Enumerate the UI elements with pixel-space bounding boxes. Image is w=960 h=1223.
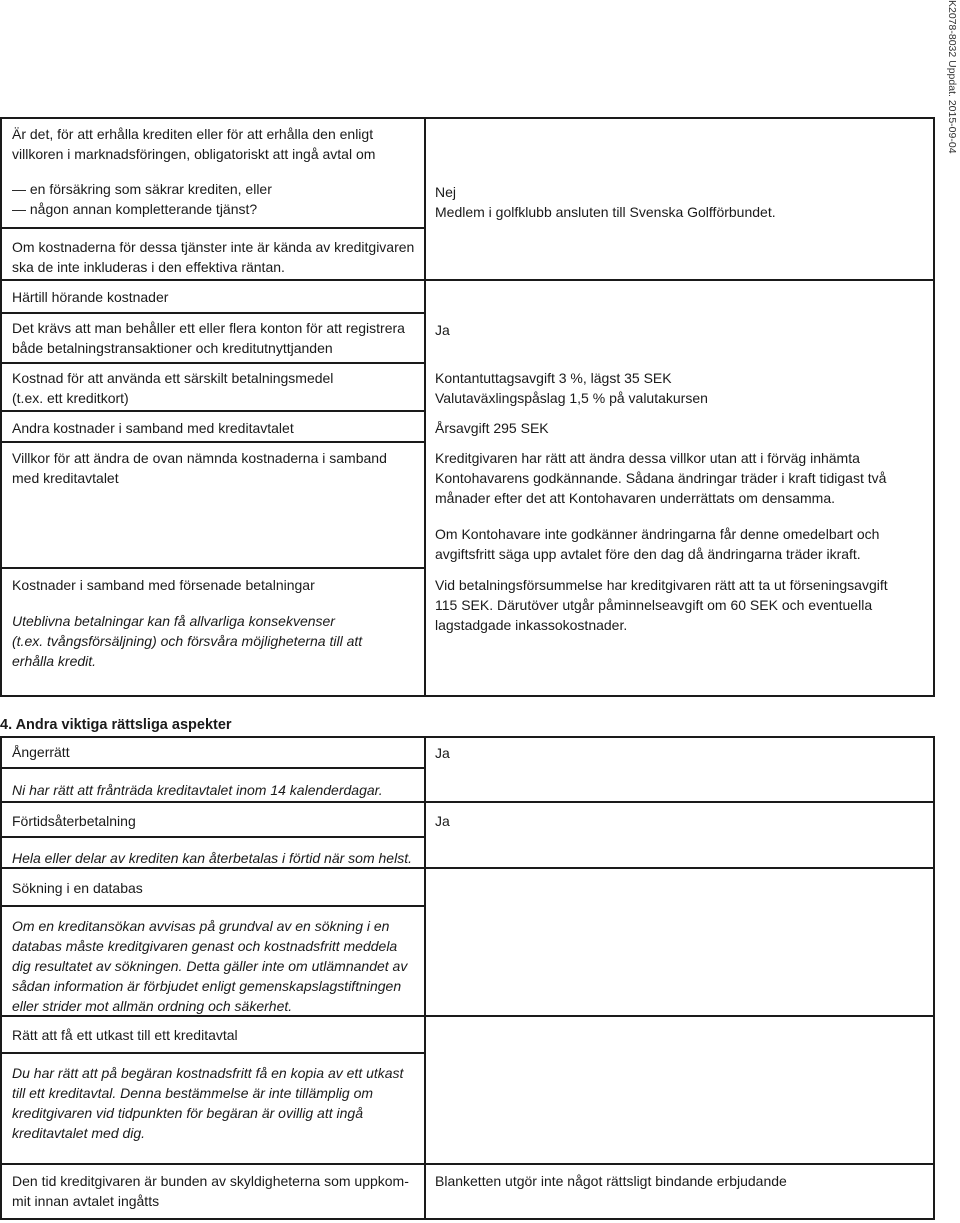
text-line: Vid betalningsförsummelse har kreditgivaren rätt att ta ut förseningsavgift — [435, 577, 888, 593]
text-line: Härtill hörande kostnader — [12, 289, 169, 305]
warning-line: Uteblivna betalningar kan få allvarliga konsekvenser — [12, 613, 335, 629]
related-costs-heading-cell — [12, 287, 420, 307]
text-line: Medlem i golfklubb ansluten till Svenska Golfförbundet. — [435, 204, 776, 220]
text-line: dig resultatet av sökningen. Detta gäller inte om utlämnandet av — [12, 958, 408, 974]
costs-known-note-cell — [12, 237, 420, 277]
late-payment-cell — [12, 575, 420, 671]
row-separator — [0, 905, 426, 907]
text-line: Hela eller delar av krediten kan återbetalas i förtid när som helst. — [12, 850, 412, 866]
early-repayment-answer — [435, 811, 935, 831]
row-separator — [0, 362, 426, 364]
answer-value: Ja — [435, 745, 450, 761]
table2-column-divider — [424, 736, 426, 1220]
text-line: avgiftsfritt säga upp avtalet före den dag då ändringarna träder ikraft. — [435, 546, 861, 562]
text-line: Villkor för att ändra de ovan nämnda kostnaderna i samband — [12, 450, 387, 466]
obligatory-answer-cell — [435, 182, 935, 222]
text-line: Den tid kreditgivaren är bunden av skyldigheterna som uppkom- — [12, 1173, 409, 1189]
text-line: Valutaväxlingspåslag 1,5 % på valutakursen — [435, 390, 708, 406]
row-separator — [0, 312, 426, 314]
section-heading: 4. Andra viktiga rättsliga aspekter — [0, 717, 232, 733]
answer-value: Ja — [435, 322, 450, 338]
text-line — [435, 508, 935, 524]
payment-instrument-cost-answer — [435, 368, 935, 408]
text-line: Andra kostnader i samband med kreditavtalet — [12, 420, 294, 436]
text-line: 115 SEK. Därutöver utgår påminnelseavgift om 60 SEK och eventuella — [435, 597, 873, 613]
other-costs-answer — [435, 418, 935, 438]
withdrawal-right-title — [12, 742, 420, 762]
early-repayment-note — [12, 848, 420, 868]
database-search-note — [12, 916, 420, 1016]
text-line: sådan information är förbjudet enligt gemenskapslagstiftningen — [12, 978, 402, 994]
answer-value: Ja — [435, 813, 450, 829]
row-separator — [0, 410, 426, 412]
binding-period-answer — [435, 1171, 935, 1191]
table1-left-border — [0, 117, 2, 697]
text-line: Förtidsåterbetalning — [12, 813, 136, 829]
text-line: Det krävs att man behåller ett eller flera konton för att registrera — [12, 320, 405, 336]
text-line: Du har rätt att på begäran kostnadsfritt få en kopia av ett utkast — [12, 1065, 404, 1081]
accounts-requirement-answer — [435, 320, 935, 340]
table2-left-border — [0, 736, 2, 1220]
draft-right-title — [12, 1025, 420, 1045]
other-costs-cell — [12, 418, 420, 438]
text-line: kreditgivaren vid tidpunkten för begäran är ovillig att ingå — [12, 1105, 363, 1121]
table2-right-border — [933, 736, 935, 1220]
text-line: månader efter det att Kontohavaren underrättats om densamma. — [435, 490, 836, 506]
row-separator — [0, 1163, 935, 1165]
early-repayment-title — [12, 811, 420, 831]
text-line: Ni har rätt att frånträda kreditavtalet inom 14 kalenderdagar. — [12, 782, 383, 798]
answer-value: Nej — [435, 184, 457, 200]
table1-top-border — [0, 117, 935, 119]
table2-top-border — [0, 736, 935, 738]
text-line: Rätt att få ett utkast till ett kreditavtal — [12, 1027, 238, 1043]
table1-bottom-border — [0, 695, 935, 697]
text-line: med kreditavtalet — [12, 470, 119, 486]
text-line: Kontantuttagsavgift 3 %, lägst 35 SEK — [435, 370, 672, 386]
text-line: till ett kreditavtal. Denna bestämmelse är inte tillämplig om — [12, 1085, 374, 1101]
database-search-title — [12, 878, 420, 898]
spacer — [12, 595, 420, 611]
text-line: Årsavgift 295 SEK — [435, 420, 549, 436]
payment-instrument-cost-cell — [12, 368, 420, 408]
row-separator — [0, 1052, 426, 1054]
change-conditions-cell — [12, 448, 420, 488]
text-line — [12, 164, 420, 179]
text-line: Om en kreditansökan avvisas på grundval av en sökning i en — [12, 918, 390, 934]
row-separator — [0, 836, 426, 838]
late-payment-answer — [435, 575, 935, 635]
row-separator — [0, 441, 426, 443]
binding-period-cell — [12, 1171, 420, 1211]
withdrawal-right-note — [12, 780, 420, 800]
text-line: Är det, för att erhålla krediten eller för att erhålla den enligt — [12, 126, 374, 142]
text-line: ska de inte inkluderas i den effektiva räntan. — [12, 259, 285, 275]
warning-line: erhålla kredit. — [12, 653, 97, 669]
accounts-requirement-cell — [12, 318, 420, 358]
text-line: Blanketten utgör inte något rättsligt bindande erbjudande — [435, 1173, 787, 1189]
draft-right-note — [12, 1063, 420, 1143]
row-separator — [0, 801, 935, 803]
text-line: lagstadgade inkassokostnader. — [435, 617, 628, 633]
row-separator — [0, 227, 426, 229]
text-line: — en försäkring som säkrar krediten, eller — [12, 181, 272, 197]
row-separator — [0, 767, 426, 769]
obligatory-question-cell — [12, 124, 420, 219]
text-line: både betalningstransaktioner och kreditutnyttjanden — [12, 340, 333, 356]
row-separator — [0, 567, 426, 569]
text-line: Sökning i en databas — [12, 880, 143, 896]
text-line: Ångerrätt — [12, 744, 70, 760]
text-line: Kostnad för att använda ett särskilt betalningsmedel — [12, 370, 334, 386]
reference-text: K2078-8032 Uppdat. 2015-09-04 — [946, 0, 958, 154]
document-reference-label — [946, 0, 960, 154]
text-line: villkoren i marknadsföringen, obligatoriskt att ingå avtal om — [12, 146, 376, 162]
change-conditions-answer — [435, 448, 935, 564]
withdrawal-right-answer — [435, 743, 935, 763]
text-line: Om kostnaderna för dessa tjänster inte är kända av kreditgivaren — [12, 239, 415, 255]
table1-column-divider — [424, 117, 426, 697]
text-line: Om Kontohavare inte godkänner ändringarna får denne omedelbart och — [435, 526, 880, 542]
warning-line: (t.ex. tvångsförsäljning) och försvåra möjligheterna till att — [12, 633, 363, 649]
text-line: — någon annan kompletterande tjänst? — [12, 201, 258, 217]
table2-bottom-border — [0, 1218, 935, 1220]
text-line: (t.ex. ett kreditkort) — [12, 390, 129, 406]
text-line: Kontohavarens godkännande. Sådana ändringar träder i kraft tidigast två — [435, 470, 887, 486]
text-line: databas måste kreditgivaren genast och kostnadsfritt meddela — [12, 938, 398, 954]
text-line: eller strider mot allmän ordning och säkerhet. — [12, 998, 293, 1014]
text-line: kreditavtalet med dig. — [12, 1125, 146, 1141]
text-line: Kostnader i samband med försenade betalningar — [12, 577, 315, 593]
text-line: Kreditgivaren har rätt att ändra dessa villkor utan att i förväg inhämta — [435, 450, 860, 466]
row-separator — [0, 279, 935, 281]
text-line: mit innan avtalet ingåtts — [12, 1193, 160, 1209]
